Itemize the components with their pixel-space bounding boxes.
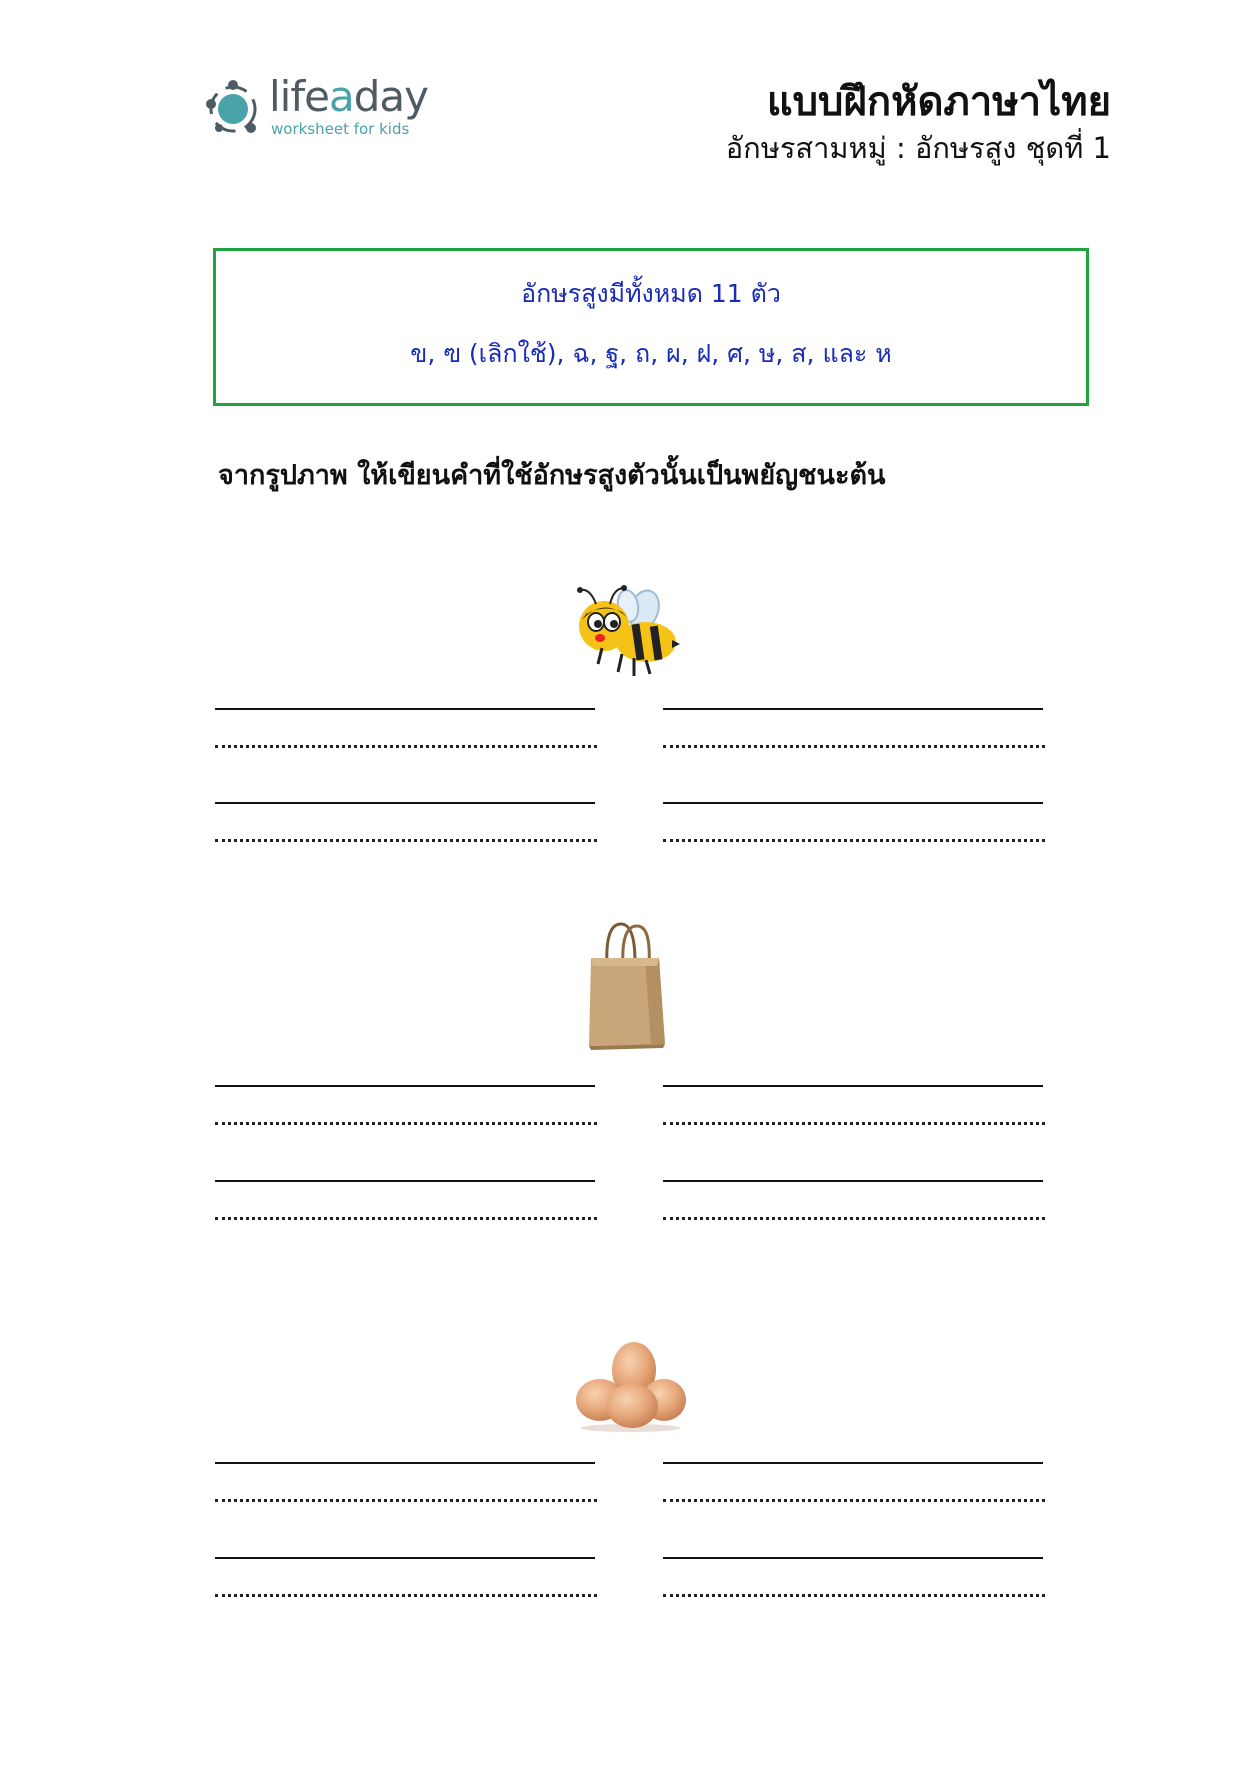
- logo-tagline: worksheet for kids: [271, 120, 410, 138]
- answer-line: [663, 1557, 1043, 1559]
- writing-guide-line: [215, 1499, 597, 1502]
- writing-guide-line: [215, 839, 597, 842]
- bee-icon: [572, 582, 680, 682]
- paper-bag-icon: [585, 922, 669, 1054]
- instruction-text: จากรูปภาพ ให้เขียนคำที่ใช้อักษรสูงตัวนั้นเป็นพยัญชนะต้น: [218, 460, 886, 491]
- lifeaday-logo: [203, 74, 443, 146]
- writing-guide-line: [215, 1217, 597, 1220]
- logo-wordmark: lifeaday: [269, 72, 428, 121]
- writing-guide-line: [663, 1122, 1045, 1125]
- answer-line: [663, 1462, 1043, 1464]
- writing-guide-line: [663, 1594, 1045, 1597]
- answer-line: [663, 802, 1043, 804]
- answer-line: [663, 708, 1043, 710]
- high-consonants-count: อักษรสูงมีทั้งหมด 11 ตัว: [521, 279, 781, 308]
- answer-line: [215, 1462, 595, 1464]
- answer-line: [215, 1557, 595, 1559]
- worksheet-title: แบบฝึกหัดภาษาไทย: [766, 79, 1111, 125]
- writing-guide-line: [663, 1499, 1045, 1502]
- writing-guide-line: [215, 1594, 597, 1597]
- answer-line: [215, 1085, 595, 1087]
- answer-line: [215, 1180, 595, 1182]
- writing-guide-line: [663, 745, 1045, 748]
- answer-line: [663, 1085, 1043, 1087]
- writing-guide-line: [215, 1122, 597, 1125]
- answer-line: [215, 802, 595, 804]
- writing-guide-line: [663, 839, 1045, 842]
- logo-molecule-icon: [203, 76, 267, 140]
- writing-guide-line: [215, 745, 597, 748]
- answer-line: [663, 1180, 1043, 1182]
- high-consonants-box: [213, 248, 1089, 406]
- writing-guide-line: [663, 1217, 1045, 1220]
- high-consonants-list: ข, ฃ (เลิกใช้), ฉ, ฐ, ถ, ผ, ฝ, ศ, ษ, ส, และ ห: [410, 339, 892, 368]
- answer-line: [215, 708, 595, 710]
- worksheet-subtitle: อักษรสามหมู่ : อักษรสูง ชุดที่ 1: [725, 131, 1111, 165]
- eggs-icon: [572, 1340, 688, 1436]
